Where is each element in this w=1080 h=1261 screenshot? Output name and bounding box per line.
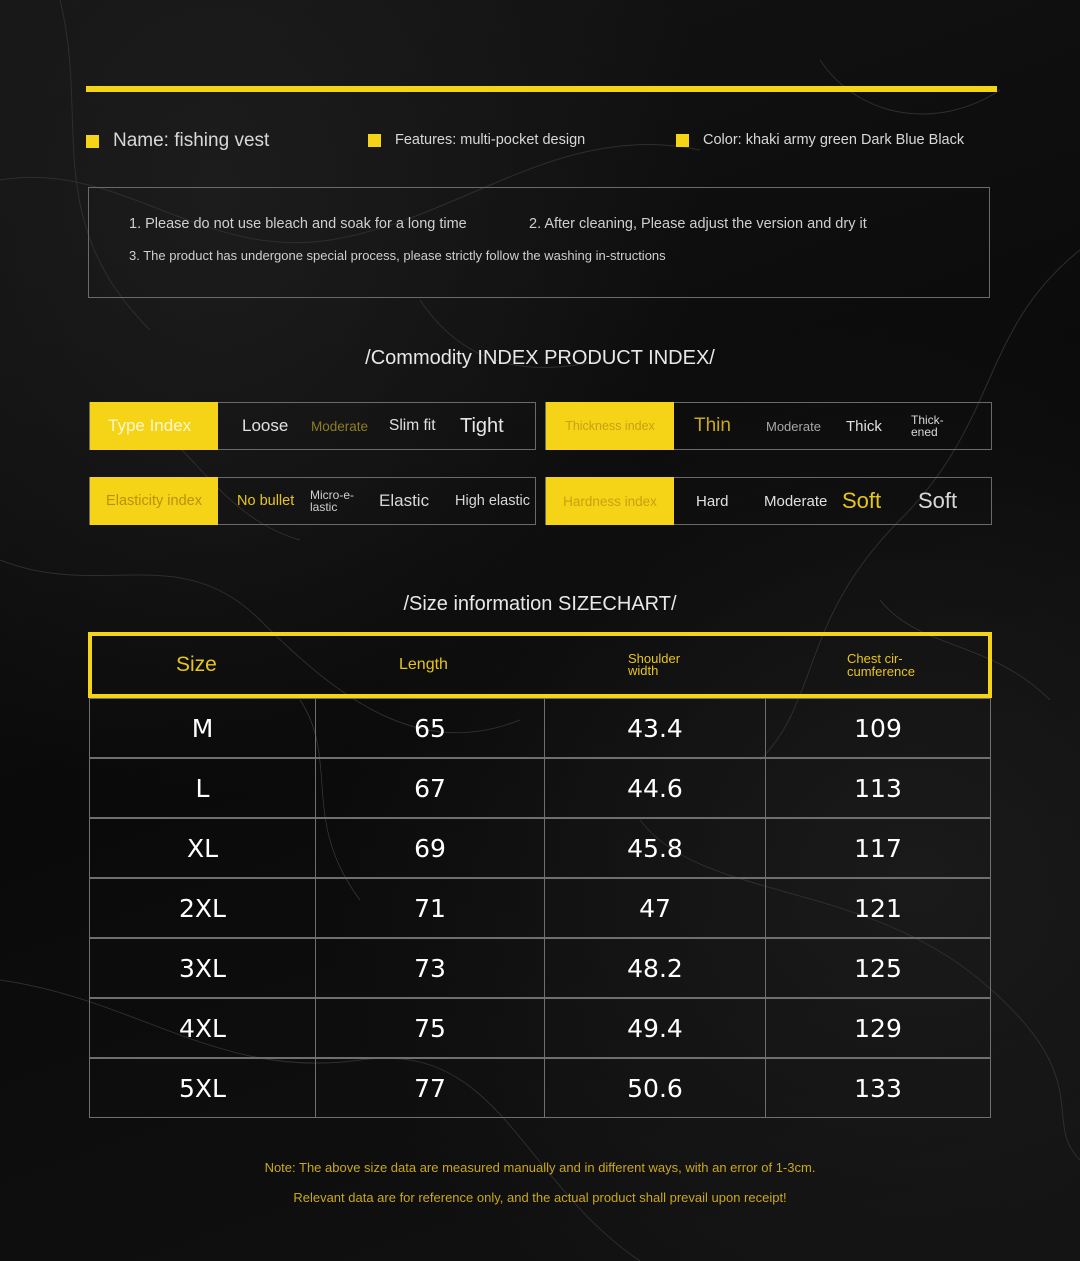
hardness-option-hard: Hard <box>696 492 729 510</box>
elasticity-option-no-bullet: No bullet <box>237 493 295 509</box>
cell-size: 5XL <box>89 1058 316 1118</box>
cell-shoulder: 45.8 <box>544 818 766 878</box>
cell-shoulder: 44.6 <box>544 758 766 818</box>
table-row <box>89 998 991 1058</box>
cell-chest: 117 <box>765 818 991 878</box>
product-info-row <box>86 128 997 156</box>
hardness-index-label: Hardness index <box>546 477 674 525</box>
size-chart-header <box>88 632 992 698</box>
cell-length: 65 <box>315 698 545 758</box>
cell-length: 71 <box>315 878 545 938</box>
info-color <box>676 132 964 148</box>
top-accent-bar <box>86 86 997 92</box>
cell-chest: 113 <box>765 758 991 818</box>
note-line-1: Note: The above size data are measured manually and in different ways, with an error of 1-3cm. <box>264 1160 816 1175</box>
product-features: Features: multi-pocket design <box>395 132 586 148</box>
product-name: Name: fishing vest <box>113 130 270 151</box>
hardness-option-moderate: Moderate <box>764 492 828 510</box>
type-option-slim-fit: Slim fit <box>389 417 436 434</box>
cell-length: 75 <box>315 998 545 1058</box>
cell-size: 3XL <box>89 938 316 998</box>
type-index-label: Type Index <box>90 402 218 450</box>
header-length: Length <box>399 656 448 673</box>
elasticity-option-high-elastic: High elastic <box>455 493 530 509</box>
type-option-moderate: Moderate <box>311 418 369 434</box>
cell-size: M <box>89 698 316 758</box>
elasticity-option-micro-elastic: Micro-e-lastic <box>310 488 354 514</box>
cell-chest: 109 <box>765 698 991 758</box>
size-heading: /Size information SIZECHART/ <box>403 593 677 615</box>
index-heading: /Commodity INDEX PRODUCT INDEX/ <box>365 347 715 369</box>
cell-length: 69 <box>315 818 545 878</box>
cell-chest: 121 <box>765 878 991 938</box>
header-chest-circumference: Chest cir-cumference <box>847 651 915 679</box>
header-size: Size <box>176 653 217 676</box>
cell-size: L <box>89 758 316 818</box>
cell-chest: 133 <box>765 1058 991 1118</box>
care-line-2: 2. After cleaning, Please adjust the version and dry it <box>529 216 867 232</box>
thickness-index-label: Thickness index <box>546 402 674 450</box>
cell-chest: 129 <box>765 998 991 1058</box>
cell-shoulder: 49.4 <box>544 998 766 1058</box>
care-line-1: 1. Please do not use bleach and soak for a long time <box>129 216 467 232</box>
elasticity-index-label: Elasticity index <box>90 477 218 525</box>
info-features <box>368 132 585 148</box>
info-name <box>86 130 269 152</box>
thickness-option-thin: Thin <box>694 415 731 436</box>
table-row <box>89 878 991 938</box>
cell-length: 77 <box>315 1058 545 1118</box>
table-row <box>89 818 991 878</box>
yellow-square-icon <box>676 134 689 147</box>
type-index-bar <box>89 402 536 450</box>
hardness-option-soft: Soft <box>842 488 882 513</box>
table-row <box>89 938 991 998</box>
table-row <box>89 1058 991 1118</box>
elasticity-option-elastic: Elastic <box>379 491 430 510</box>
type-option-loose: Loose <box>242 416 289 435</box>
cell-size: 2XL <box>89 878 316 938</box>
care-line-3: 3. The product has undergone special process, please strictly follow the washing in-structions <box>129 248 666 263</box>
type-option-tight: Tight <box>460 414 504 437</box>
thickness-option-moderate: Moderate <box>766 418 821 434</box>
cell-shoulder: 48.2 <box>544 938 766 998</box>
cell-shoulder: 43.4 <box>544 698 766 758</box>
cell-length: 73 <box>315 938 545 998</box>
cell-length: 67 <box>315 758 545 818</box>
hardness-index-bar <box>545 477 992 525</box>
thickness-index-bar <box>545 402 992 450</box>
hardness-option-soft-2: Soft <box>918 488 958 513</box>
elasticity-index-bar <box>89 477 536 525</box>
table-row <box>89 758 991 818</box>
note-line-2: Relevant data are for reference only, and the actual product shall prevail upon receipt! <box>293 1190 787 1205</box>
table-row <box>89 698 991 758</box>
product-color: Color: khaki army green Dark Blue Black <box>703 132 965 148</box>
cell-size: 4XL <box>89 998 316 1058</box>
cell-shoulder: 47 <box>544 878 766 938</box>
thickness-option-thick: Thick <box>846 417 882 435</box>
cell-chest: 125 <box>765 938 991 998</box>
yellow-square-icon <box>368 134 381 147</box>
cell-size: XL <box>89 818 316 878</box>
cell-shoulder: 50.6 <box>544 1058 766 1118</box>
care-instructions-box <box>88 187 990 298</box>
thickness-option-thickened: Thick-ened <box>911 413 944 439</box>
yellow-square-icon <box>86 135 99 148</box>
header-shoulder-width: Shoulder width <box>628 651 681 678</box>
